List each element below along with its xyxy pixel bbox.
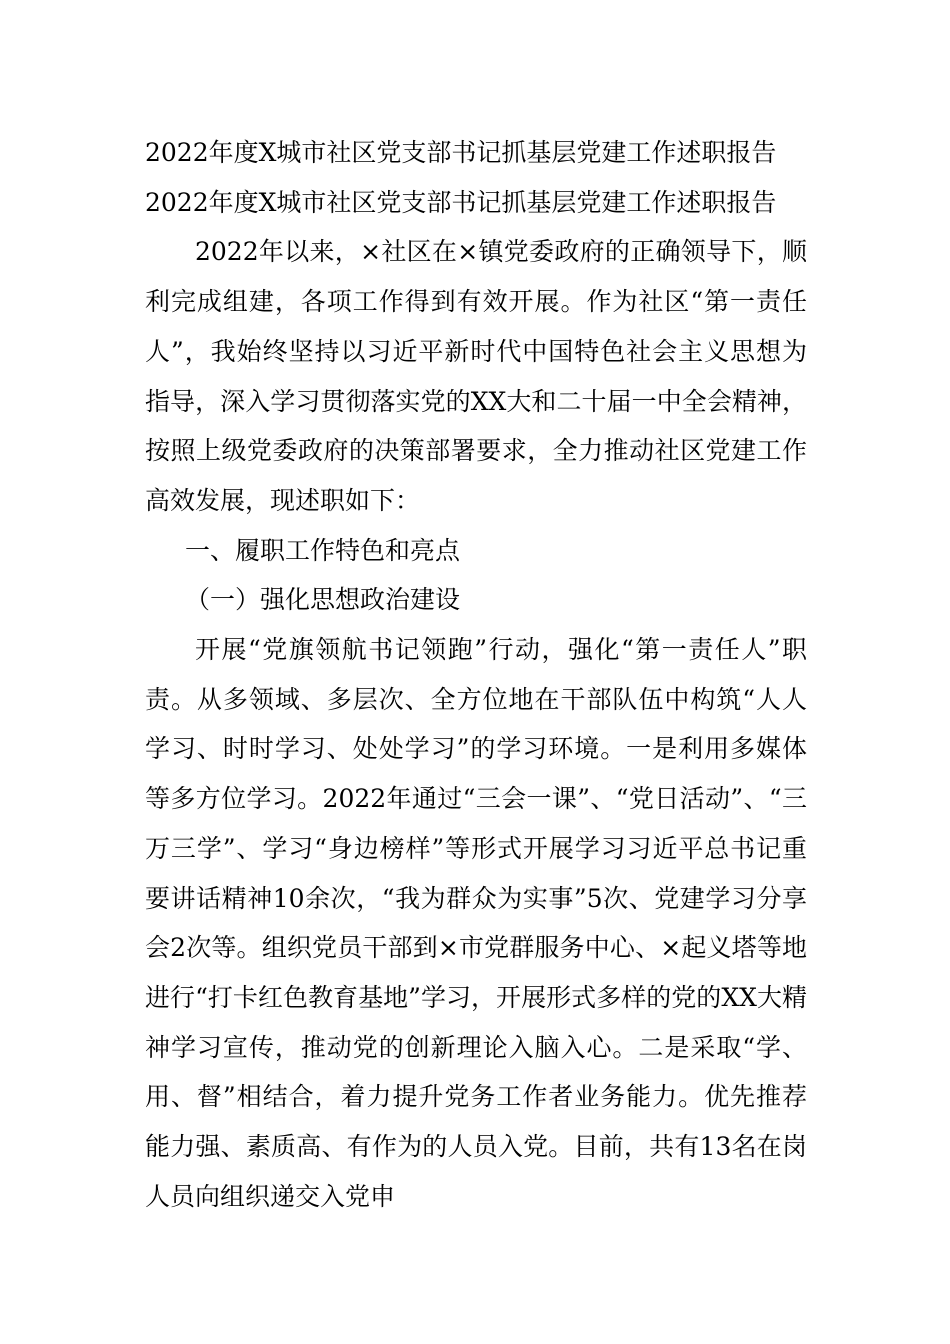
document-title-line-1: 2022年度X城市社区党支部书记抓基层党建工作述职报告: [145, 138, 777, 167]
subsection-heading: （一）强化思想政治建设: [185, 585, 461, 615]
document-title-line-2: 2022年度X城市社区党支部书记抓基层党建工作述职报告: [145, 187, 777, 217]
document-body: [145, 128, 807, 1221]
section-heading: 一、履职工作特色和亮点: [185, 535, 461, 565]
body-paragraph: 开展“党旗领航书记领跑”行动，强化“第一责任人”职责。从多领域、多层次、全方位地在干部队伍中构筑“人人学习、时时学习、处处学习”的学习环境。一是利用多媒体等多方位学习。2022年通过“三会一课”、“党日活动”、“三万三学”、学习“身边榜样”等形式开展学习习近平总书记重要讲话精神10余次，“我为群众为实事”5次、党建学习分享会2次等。组织党员干部到×市党群服务中心、×起义塔等地进行“打卡红色教育基地”学习，开展形式多样的党的XX大精神学习宣传，推动党的创新理论入脑入心。二是采取“学、用、督”相结合，着力提升党务工作者业务能力。优先推荐能力强、素质高、有作为的人员入党。目前，共有13名在岗人员向组织递交入党申: [145, 635, 807, 1211]
intro-paragraph: 2022年以来，×社区在×镇党委政府的正确领导下，顺利完成组建，各项工作得到有效开展。作为社区“第一责任人”，我始终坚持以习近平新时代中国特色社会主义思想为指导，深入学习贯彻落实党的XX大和二十届一中全会精神，按照上级党委政府的决策部署要求，全力推动社区党建工作高效发展，现述职如下：: [145, 237, 807, 515]
